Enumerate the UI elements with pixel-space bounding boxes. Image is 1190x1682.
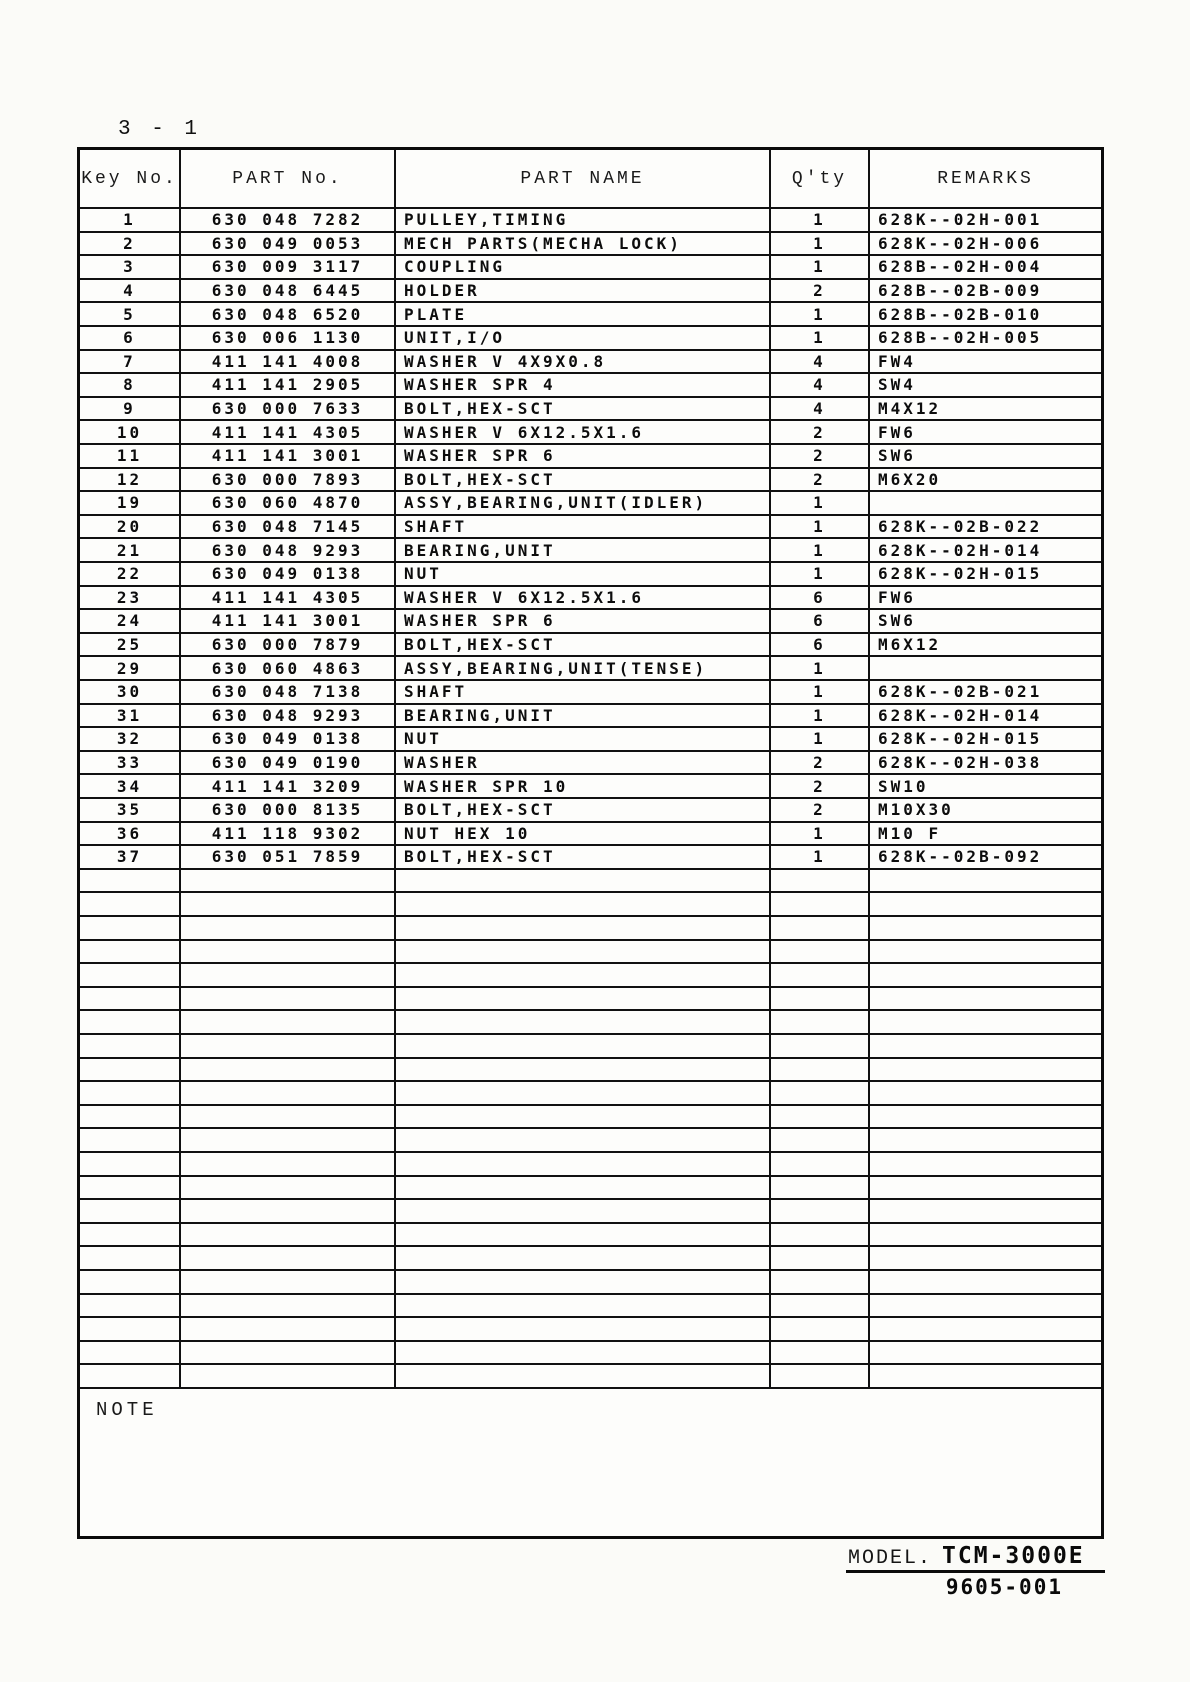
- qty-cell: 1: [771, 563, 870, 587]
- part-no-cell: 630 048 7145: [181, 516, 396, 540]
- key-no-cell: 23: [80, 587, 181, 611]
- part-no-cell: 630 048 9293: [181, 539, 396, 563]
- key-no-cell: [80, 1318, 181, 1342]
- remarks-cell: [870, 941, 1101, 965]
- remarks-cell: [870, 1082, 1101, 1106]
- part-no-cell: 411 141 4305: [181, 421, 396, 445]
- part-no-cell: [181, 1271, 396, 1295]
- part-name-cell: [396, 1177, 771, 1201]
- qty-cell: 2: [771, 799, 870, 823]
- part-no-cell: 630 049 0190: [181, 752, 396, 776]
- part-name-cell: NUT HEX 10: [396, 823, 771, 847]
- qty-cell: [771, 1247, 870, 1271]
- part-name-cell: [396, 1247, 771, 1271]
- part-no-cell: 630 000 7893: [181, 469, 396, 493]
- part-no-cell: [181, 1177, 396, 1201]
- part-name-cell: BOLT,HEX-SCT: [396, 799, 771, 823]
- part-no-cell: 630 048 6445: [181, 280, 396, 304]
- key-no-cell: 22: [80, 563, 181, 587]
- qty-cell: [771, 1082, 870, 1106]
- remarks-cell: M10X30: [870, 799, 1101, 823]
- part-no-cell: [181, 1200, 396, 1224]
- part-no-cell: 411 141 3001: [181, 445, 396, 469]
- part-no-cell: [181, 941, 396, 965]
- part-name-cell: HOLDER: [396, 280, 771, 304]
- part-no-cell: 411 118 9302: [181, 823, 396, 847]
- remarks-cell: [870, 1129, 1101, 1153]
- qty-cell: 4: [771, 374, 870, 398]
- remarks-cell: [870, 1247, 1101, 1271]
- qty-cell: 1: [771, 823, 870, 847]
- qty-cell: [771, 1129, 870, 1153]
- key-no-cell: 12: [80, 469, 181, 493]
- remarks-cell: [870, 1177, 1101, 1201]
- key-no-cell: [80, 1224, 181, 1248]
- note-section: [80, 1389, 1101, 1536]
- part-no-cell: [181, 917, 396, 941]
- remarks-cell: 628K--02H-015: [870, 563, 1101, 587]
- key-no-cell: 31: [80, 705, 181, 729]
- part-no-cell: 411 141 4008: [181, 351, 396, 375]
- remarks-cell: [870, 893, 1101, 917]
- part-no-cell: [181, 1106, 396, 1130]
- part-name-cell: BEARING,UNIT: [396, 705, 771, 729]
- remarks-cell: 628K--02H-015: [870, 728, 1101, 752]
- remarks-cell: 628K--02H-006: [870, 233, 1101, 257]
- part-no-cell: [181, 1295, 396, 1319]
- part-name-cell: [396, 893, 771, 917]
- qty-cell: 1: [771, 256, 870, 280]
- remarks-cell: 628K--02B-092: [870, 846, 1101, 870]
- column-header-key-no: Key No.: [80, 150, 181, 209]
- part-name-cell: COUPLING: [396, 256, 771, 280]
- part-no-cell: [181, 964, 396, 988]
- part-no-cell: [181, 893, 396, 917]
- remarks-cell: [870, 917, 1101, 941]
- model-underline: [846, 1570, 1105, 1573]
- key-no-cell: 25: [80, 634, 181, 658]
- qty-cell: 2: [771, 280, 870, 304]
- qty-cell: 6: [771, 634, 870, 658]
- key-no-cell: 10: [80, 421, 181, 445]
- part-no-cell: [181, 1153, 396, 1177]
- qty-cell: 1: [771, 705, 870, 729]
- part-name-cell: [396, 1011, 771, 1035]
- key-no-cell: 6: [80, 327, 181, 351]
- key-no-cell: 11: [80, 445, 181, 469]
- remarks-cell: M10 F: [870, 823, 1101, 847]
- key-no-cell: 30: [80, 681, 181, 705]
- key-no-cell: 20: [80, 516, 181, 540]
- part-name-cell: BEARING,UNIT: [396, 539, 771, 563]
- part-no-cell: 630 000 7633: [181, 398, 396, 422]
- model-value: TCM-3000E: [942, 1543, 1085, 1569]
- key-no-cell: [80, 1177, 181, 1201]
- key-no-cell: [80, 1365, 181, 1389]
- remarks-cell: [870, 1365, 1101, 1389]
- key-no-cell: [80, 1247, 181, 1271]
- remarks-cell: 628B--02H-005: [870, 327, 1101, 351]
- key-no-cell: [80, 941, 181, 965]
- part-no-cell: 630 060 4863: [181, 657, 396, 681]
- part-name-cell: [396, 1035, 771, 1059]
- part-name-cell: BOLT,HEX-SCT: [396, 398, 771, 422]
- qty-cell: [771, 1224, 870, 1248]
- part-name-cell: [396, 1271, 771, 1295]
- part-name-cell: WASHER SPR 4: [396, 374, 771, 398]
- part-name-cell: WASHER V 6X12.5X1.6: [396, 421, 771, 445]
- qty-cell: [771, 1365, 870, 1389]
- qty-cell: 1: [771, 492, 870, 516]
- remarks-cell: 628K--02B-022: [870, 516, 1101, 540]
- key-no-cell: 1: [80, 209, 181, 233]
- part-name-cell: WASHER SPR 6: [396, 445, 771, 469]
- part-name-cell: [396, 917, 771, 941]
- qty-cell: 4: [771, 351, 870, 375]
- part-no-cell: [181, 988, 396, 1012]
- part-name-cell: [396, 941, 771, 965]
- key-no-cell: [80, 1059, 181, 1083]
- part-no-cell: 630 048 9293: [181, 705, 396, 729]
- part-no-cell: 411 141 2905: [181, 374, 396, 398]
- part-name-cell: [396, 1295, 771, 1319]
- remarks-cell: M6X12: [870, 634, 1101, 658]
- remarks-cell: [870, 1342, 1101, 1366]
- part-name-cell: WASHER SPR 6: [396, 610, 771, 634]
- qty-cell: 1: [771, 657, 870, 681]
- part-no-cell: 630 048 6520: [181, 303, 396, 327]
- part-no-cell: 630 000 8135: [181, 799, 396, 823]
- part-name-cell: PLATE: [396, 303, 771, 327]
- qty-cell: 6: [771, 587, 870, 611]
- qty-cell: [771, 964, 870, 988]
- part-name-cell: PULLEY,TIMING: [396, 209, 771, 233]
- remarks-cell: [870, 988, 1101, 1012]
- part-no-cell: 630 006 1130: [181, 327, 396, 351]
- part-no-cell: 630 048 7282: [181, 209, 396, 233]
- part-name-cell: [396, 1318, 771, 1342]
- doc-number: 9605-001: [945, 1575, 1063, 1599]
- qty-cell: [771, 1011, 870, 1035]
- qty-cell: [771, 1318, 870, 1342]
- key-no-cell: 9: [80, 398, 181, 422]
- qty-cell: [771, 988, 870, 1012]
- part-no-cell: [181, 1082, 396, 1106]
- qty-cell: 2: [771, 775, 870, 799]
- qty-cell: [771, 1295, 870, 1319]
- remarks-cell: 628B--02B-009: [870, 280, 1101, 304]
- remarks-cell: [870, 1318, 1101, 1342]
- part-name-cell: ASSY,BEARING,UNIT(IDLER): [396, 492, 771, 516]
- key-no-cell: 34: [80, 775, 181, 799]
- part-name-cell: UNIT,I/O: [396, 327, 771, 351]
- qty-cell: 1: [771, 303, 870, 327]
- remarks-cell: SW6: [870, 445, 1101, 469]
- part-no-cell: [181, 1035, 396, 1059]
- part-no-cell: [181, 1011, 396, 1035]
- qty-cell: 1: [771, 209, 870, 233]
- qty-cell: 4: [771, 398, 870, 422]
- part-name-cell: NUT: [396, 728, 771, 752]
- key-no-cell: [80, 1106, 181, 1130]
- remarks-cell: [870, 1106, 1101, 1130]
- remarks-cell: M4X12: [870, 398, 1101, 422]
- qty-cell: [771, 1106, 870, 1130]
- part-no-cell: [181, 870, 396, 894]
- key-no-cell: 19: [80, 492, 181, 516]
- model-line: [848, 1543, 1105, 1570]
- note-label: NOTE: [96, 1399, 158, 1421]
- remarks-cell: M6X20: [870, 469, 1101, 493]
- key-no-cell: 35: [80, 799, 181, 823]
- remarks-cell: [870, 1153, 1101, 1177]
- qty-cell: 1: [771, 327, 870, 351]
- part-name-cell: WASHER V 4X9X0.8: [396, 351, 771, 375]
- qty-cell: [771, 1177, 870, 1201]
- remarks-cell: FW6: [870, 587, 1101, 611]
- part-name-cell: BOLT,HEX-SCT: [396, 846, 771, 870]
- qty-cell: 1: [771, 233, 870, 257]
- remarks-cell: [870, 1224, 1101, 1248]
- qty-cell: 2: [771, 469, 870, 493]
- part-no-cell: 630 009 3117: [181, 256, 396, 280]
- remarks-cell: [870, 492, 1101, 516]
- part-name-cell: [396, 988, 771, 1012]
- part-name-cell: [396, 1342, 771, 1366]
- remarks-cell: [870, 1271, 1101, 1295]
- qty-cell: [771, 917, 870, 941]
- key-no-cell: [80, 988, 181, 1012]
- part-name-cell: WASHER: [396, 752, 771, 776]
- remarks-cell: [870, 1295, 1101, 1319]
- key-no-cell: [80, 893, 181, 917]
- part-name-cell: [396, 1129, 771, 1153]
- key-no-cell: 33: [80, 752, 181, 776]
- part-no-cell: [181, 1059, 396, 1083]
- key-no-cell: [80, 917, 181, 941]
- key-no-cell: [80, 1153, 181, 1177]
- remarks-cell: [870, 1035, 1101, 1059]
- part-name-cell: [396, 1224, 771, 1248]
- key-no-cell: 3: [80, 256, 181, 280]
- remarks-cell: 628K--02B-021: [870, 681, 1101, 705]
- key-no-cell: [80, 1011, 181, 1035]
- qty-cell: [771, 1059, 870, 1083]
- key-no-cell: [80, 1082, 181, 1106]
- remarks-cell: 628K--02H-014: [870, 539, 1101, 563]
- qty-cell: [771, 941, 870, 965]
- part-no-cell: [181, 1224, 396, 1248]
- part-no-cell: 630 000 7879: [181, 634, 396, 658]
- part-no-cell: 630 049 0138: [181, 563, 396, 587]
- part-no-cell: 630 049 0053: [181, 233, 396, 257]
- part-no-cell: 411 141 3209: [181, 775, 396, 799]
- qty-cell: [771, 1200, 870, 1224]
- part-name-cell: BOLT,HEX-SCT: [396, 634, 771, 658]
- remarks-cell: FW4: [870, 351, 1101, 375]
- parts-table-frame: [77, 147, 1104, 1539]
- key-no-cell: 36: [80, 823, 181, 847]
- part-name-cell: [396, 1106, 771, 1130]
- key-no-cell: 32: [80, 728, 181, 752]
- part-no-cell: [181, 1318, 396, 1342]
- remarks-cell: FW6: [870, 421, 1101, 445]
- key-no-cell: 29: [80, 657, 181, 681]
- parts-table: [80, 150, 1101, 1389]
- part-no-cell: [181, 1247, 396, 1271]
- part-name-cell: ASSY,BEARING,UNIT(TENSE): [396, 657, 771, 681]
- column-header-part-name: PART NAME: [396, 150, 771, 209]
- qty-cell: 2: [771, 421, 870, 445]
- key-no-cell: [80, 1129, 181, 1153]
- remarks-cell: 628B--02H-004: [870, 256, 1101, 280]
- qty-cell: 1: [771, 728, 870, 752]
- key-no-cell: [80, 964, 181, 988]
- qty-cell: [771, 1035, 870, 1059]
- qty-cell: [771, 893, 870, 917]
- part-name-cell: NUT: [396, 563, 771, 587]
- key-no-cell: 2: [80, 233, 181, 257]
- part-name-cell: [396, 1082, 771, 1106]
- part-name-cell: WASHER SPR 10: [396, 775, 771, 799]
- remarks-cell: SW6: [870, 610, 1101, 634]
- remarks-cell: SW10: [870, 775, 1101, 799]
- remarks-cell: [870, 1200, 1101, 1224]
- part-name-cell: [396, 1153, 771, 1177]
- section-label: 3 - 1: [118, 118, 202, 141]
- remarks-cell: 628K--02H-038: [870, 752, 1101, 776]
- qty-cell: 6: [771, 610, 870, 634]
- part-name-cell: [396, 1365, 771, 1389]
- part-name-cell: [396, 1200, 771, 1224]
- part-name-cell: SHAFT: [396, 681, 771, 705]
- model-label: MODEL.: [848, 1547, 933, 1570]
- remarks-cell: [870, 870, 1101, 894]
- remarks-cell: 628B--02B-010: [870, 303, 1101, 327]
- part-no-cell: 630 051 7859: [181, 846, 396, 870]
- part-name-cell: [396, 870, 771, 894]
- part-no-cell: 411 141 4305: [181, 587, 396, 611]
- key-no-cell: 4: [80, 280, 181, 304]
- qty-cell: 2: [771, 445, 870, 469]
- part-no-cell: 630 048 7138: [181, 681, 396, 705]
- key-no-cell: 37: [80, 846, 181, 870]
- qty-cell: [771, 1342, 870, 1366]
- key-no-cell: 5: [80, 303, 181, 327]
- qty-cell: 1: [771, 516, 870, 540]
- part-name-cell: SHAFT: [396, 516, 771, 540]
- remarks-cell: 628K--02H-001: [870, 209, 1101, 233]
- remarks-cell: [870, 1059, 1101, 1083]
- part-no-cell: [181, 1342, 396, 1366]
- key-no-cell: [80, 1200, 181, 1224]
- qty-cell: [771, 1153, 870, 1177]
- column-header-remarks: REMARKS: [870, 150, 1101, 209]
- part-no-cell: 630 049 0138: [181, 728, 396, 752]
- qty-cell: [771, 870, 870, 894]
- part-name-cell: WASHER V 6X12.5X1.6: [396, 587, 771, 611]
- key-no-cell: 8: [80, 374, 181, 398]
- remarks-cell: 628K--02H-014: [870, 705, 1101, 729]
- key-no-cell: [80, 1271, 181, 1295]
- key-no-cell: [80, 1342, 181, 1366]
- key-no-cell: [80, 1035, 181, 1059]
- part-no-cell: [181, 1129, 396, 1153]
- part-name-cell: [396, 964, 771, 988]
- key-no-cell: 21: [80, 539, 181, 563]
- part-no-cell: [181, 1365, 396, 1389]
- column-header-qty: Q'ty: [771, 150, 870, 209]
- remarks-cell: [870, 657, 1101, 681]
- key-no-cell: 7: [80, 351, 181, 375]
- remarks-cell: [870, 964, 1101, 988]
- qty-cell: 1: [771, 539, 870, 563]
- part-name-cell: MECH PARTS(MECHA LOCK): [396, 233, 771, 257]
- part-no-cell: 411 141 3001: [181, 610, 396, 634]
- remarks-cell: [870, 1011, 1101, 1035]
- column-header-part-no: PART No.: [181, 150, 396, 209]
- qty-cell: 1: [771, 846, 870, 870]
- part-no-cell: 630 060 4870: [181, 492, 396, 516]
- part-name-cell: BOLT,HEX-SCT: [396, 469, 771, 493]
- key-no-cell: [80, 870, 181, 894]
- qty-cell: 2: [771, 752, 870, 776]
- remarks-cell: SW4: [870, 374, 1101, 398]
- key-no-cell: [80, 1295, 181, 1319]
- part-name-cell: [396, 1059, 771, 1083]
- key-no-cell: 24: [80, 610, 181, 634]
- qty-cell: [771, 1271, 870, 1295]
- qty-cell: 1: [771, 681, 870, 705]
